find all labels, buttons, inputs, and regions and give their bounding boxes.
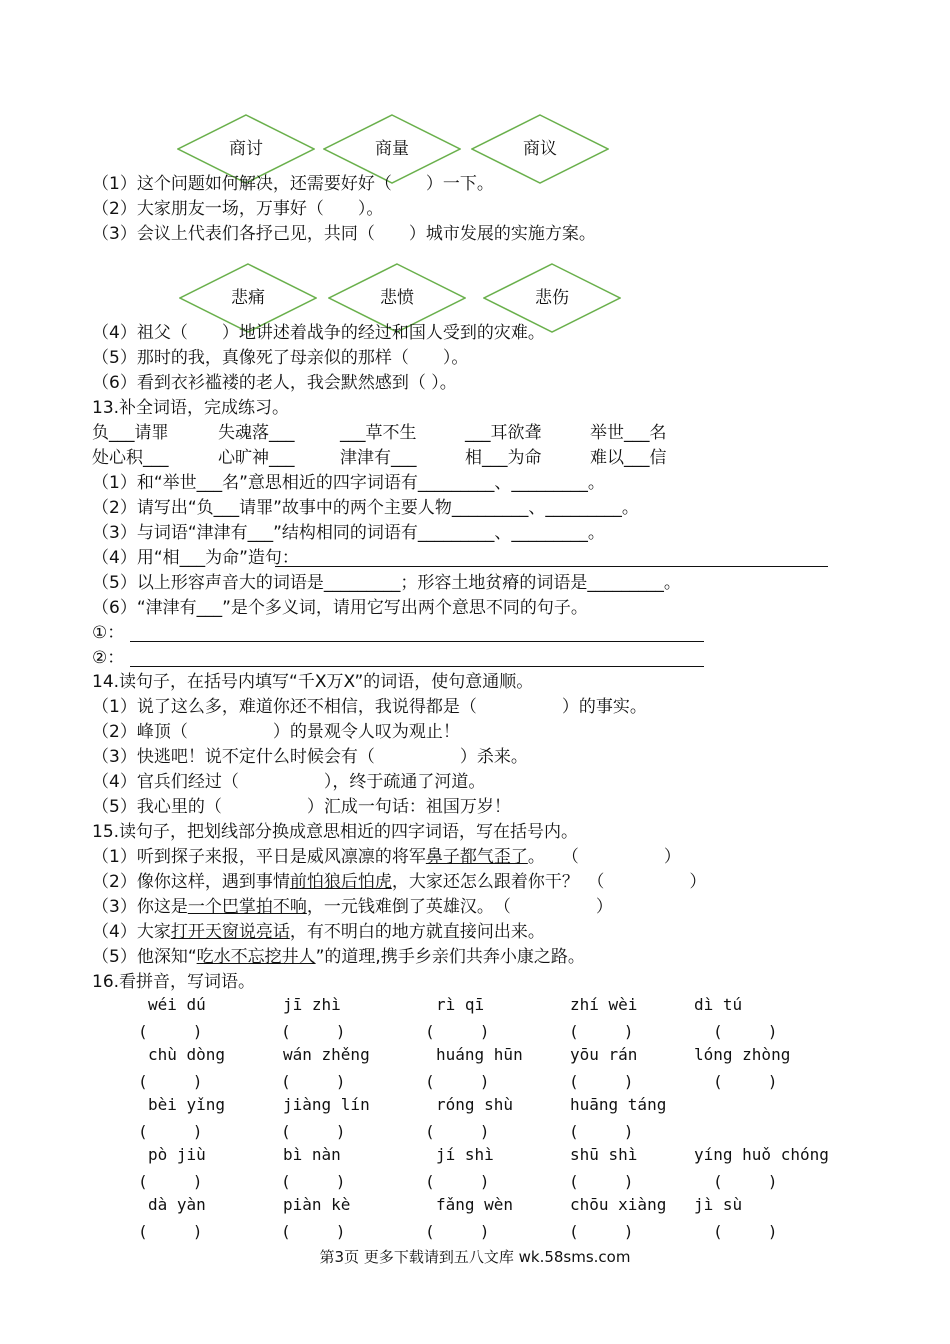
idiom-blank: 心旷神___ [218,448,295,468]
sentence-text: （5）他深知“ [92,947,197,967]
option-word: 悲痛 [231,288,265,308]
answer-paren[interactable]: ( ) [427,1172,488,1191]
answer-paren[interactable]: ( ) [715,1022,776,1041]
sentence-text: （2）像你这样，遇到事情 [92,872,290,892]
answer-paren[interactable]: ( ) [140,1222,201,1241]
question-line: （5）那时的我，真像死了母亲似的那样（ ）。 [92,348,469,368]
circle-label: ①： [92,623,125,643]
answer-line[interactable] [130,666,704,667]
pinyin-label: yíng huǒ chóng [694,1145,829,1164]
idiom-blank: 相___为命 [465,448,542,468]
pinyin-label: jiàng lín [283,1095,370,1114]
underlined-phrase: 打开天窗说亮话 [170,922,290,942]
pinyin-label: róng shù [436,1095,514,1114]
answer-paren[interactable]: ( ) [715,1072,776,1091]
pinyin-label: chù dòng [148,1045,226,1064]
pinyin-label: rì qī [436,995,485,1014]
question-line: （4）用“相___为命”造句： [92,548,299,568]
option-word: 商议 [523,139,557,159]
answer-paren[interactable]: ( ) [140,1172,201,1191]
underlined-phrase: 前怕狼后怕虎 [289,872,392,892]
idiom-blank: ___耳欲聋 [465,423,542,443]
question-line: （1）和“举世___名”意思相近的四字词语有_________、_________。 [92,473,605,493]
idiom-blank: 难以___信 [590,448,667,468]
question-line: （3）会议上代表们各抒己见，共同（ ）城市发展的实施方案。 [92,224,596,244]
idiom-blank: 处心积___ [92,448,169,468]
pinyin-label: dà yàn [148,1195,206,1214]
answer-paren[interactable]: ( ) [715,1222,776,1241]
pinyin-label: fǎng wèn [436,1195,514,1214]
question-line: （5）我心里的（ ）汇成一句话：祖国万岁！ [92,797,511,817]
pinyin-label: jì sù [694,1195,743,1214]
pinyin-label: zhí wèi [570,995,638,1014]
pinyin-label: lóng zhòng [694,1045,791,1064]
pinyin-label: jī zhì [283,995,341,1014]
question-line [92,871,706,893]
question-line: （2）峰顶（ ）的景观令人叹为观止！ [92,722,460,742]
answer-line[interactable] [275,566,828,567]
question-line: （6）看到衣衫褴褛的老人，我会默然感到（ ）。 [92,373,457,393]
question-line: （1）这个问题如何解决，还需要好好（ ）一下。 [92,174,494,194]
q14-title: 14.读句子，在括号内填写“千X万X”的词语，使句意通顺。 [92,672,534,692]
option-word: 悲伤 [535,288,569,308]
answer-paren[interactable]: ( ) [283,1122,344,1141]
sentence-text: ”的道理,携手乡亲们共奔小康之路。 [315,947,585,967]
sentence-text: ，一元钱难倒了英雄汉。 （ ） [306,897,613,917]
idiom-blank: 失魂落___ [218,423,295,443]
q15-title: 15.读句子，把划线部分换成意思相近的四字词语，写在括号内。 [92,822,579,842]
question-line: （2）大家朋友一场，万事好（ ）。 [92,199,384,219]
answer-paren[interactable]: ( ) [571,1122,632,1141]
answer-paren[interactable]: ( ) [571,1222,632,1241]
underlined-phrase: 一个巴掌拍不响 [187,897,307,917]
answer-paren[interactable]: ( ) [571,1022,632,1041]
pinyin-label: wán zhěng [283,1045,370,1064]
answer-paren[interactable]: ( ) [283,1022,344,1041]
question-line: （5）以上形容声音大的词语是_________；形容土地贫瘠的词语是_________。 [92,573,681,593]
answer-paren[interactable]: ( ) [427,1072,488,1091]
answer-line[interactable] [130,641,704,642]
answer-paren[interactable]: ( ) [427,1022,488,1041]
circle-label: ②： [92,648,125,668]
answer-paren[interactable]: ( ) [427,1122,488,1141]
answer-paren[interactable]: ( ) [283,1222,344,1241]
answer-paren[interactable]: ( ) [571,1072,632,1091]
question-line [92,896,613,918]
q13-title: 13.补全词语，完成练习。 [92,398,290,418]
pinyin-label: bì nàn [283,1145,341,1164]
pinyin-label: dì tú [694,995,743,1014]
answer-paren[interactable]: ( ) [715,1172,776,1191]
idiom-blank: 津津有___ [340,448,417,468]
answer-paren[interactable]: ( ) [571,1172,632,1191]
sentence-text: （1）听到探子来报，平日是威风凛凛的将军 [92,847,426,867]
page-footer: 第3页 更多下载请到五八文库 wk.58sms.com [319,1248,631,1266]
option-word: 商量 [375,139,409,159]
question-line: （2）请写出“负___请罪”故事中的两个主要人物_________、_________。 [92,498,639,518]
answer-paren[interactable]: ( ) [140,1072,201,1091]
sentence-text: ，大家还怎么跟着你干？ （ ） [391,872,707,892]
answer-paren[interactable]: ( ) [427,1222,488,1241]
pinyin-label: jí shì [436,1145,494,1164]
underlined-phrase: 吃水不忘挖井人 [196,947,316,967]
question-line: （6）“津津有___”是个多义词，请用它写出两个意思不同的句子。 [92,598,588,618]
question-line [92,946,585,968]
answer-paren[interactable]: ( ) [140,1022,201,1041]
answer-paren[interactable]: ( ) [140,1122,201,1141]
question-line: （1）说了这么多，难道你还不相信，我说得都是（ ）的事实。 [92,697,647,717]
pinyin-label: yōu rán [570,1045,638,1064]
question-line: （4）祖父（ ）地讲述着战争的经过和国人受到的灾难。 [92,323,545,343]
pinyin-label: huáng hūn [436,1045,523,1064]
sentence-text: （4）大家 [92,922,171,942]
q16-title: 16.看拼音，写词语。 [92,972,256,992]
idiom-blank: ___草不生 [340,423,417,443]
pinyin-label: piàn kè [283,1195,351,1214]
question-line [92,846,681,868]
option-word: 悲愤 [380,288,414,308]
question-line: （4）官兵们经过（ ），终于疏通了河道。 [92,772,486,792]
idiom-blank: 举世___名 [590,423,667,443]
pinyin-label: wéi dú [148,995,206,1014]
answer-paren[interactable]: ( ) [283,1172,344,1191]
sentence-text: （3）你这是 [92,897,188,917]
question-line [92,921,545,943]
answer-paren[interactable]: ( ) [283,1072,344,1091]
question-line: （3）与词语“津津有___”结构相同的词语有_________、_________。 [92,523,605,543]
pinyin-label: pò jiù [148,1145,206,1164]
pinyin-label: shū shì [570,1145,638,1164]
idiom-blank: 负___请罪 [92,423,169,443]
pinyin-label: chōu xiàng [570,1195,667,1214]
question-line: （3）快逃吧！说不定什么时候会有（ ）杀来。 [92,747,528,767]
pinyin-label: huāng táng [570,1095,667,1114]
sentence-text: 。 （ ） [527,847,681,867]
pinyin-label: bèi yǐng [148,1095,226,1114]
sentence-text: ，有不明白的地方就直接问出来。 [289,922,545,942]
option-word: 商讨 [229,139,263,159]
underlined-phrase: 鼻子都气歪了 [425,847,528,867]
